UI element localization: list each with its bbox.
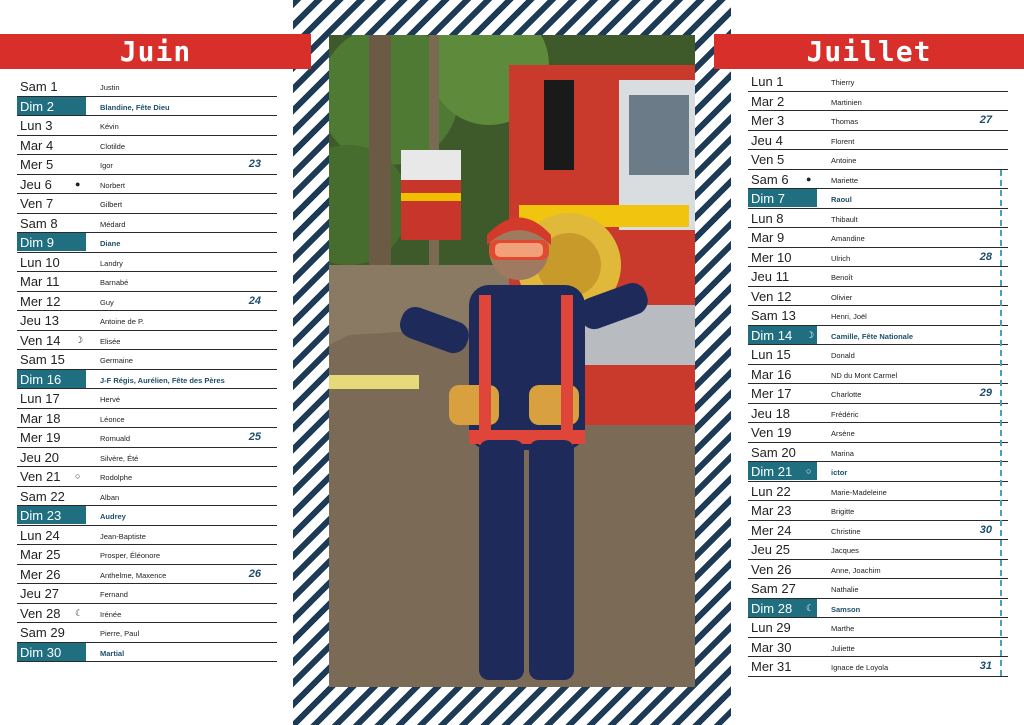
saint-name: Christine <box>831 526 861 536</box>
day-label: Mer 26 <box>20 566 61 582</box>
saint-name: Florent <box>831 136 855 146</box>
saint-name: Alban <box>100 492 120 502</box>
day-row <box>17 214 277 234</box>
week-number: 30 <box>979 523 992 536</box>
day-row <box>17 389 277 409</box>
day-label: Dim 28 <box>751 600 793 616</box>
day-row <box>748 92 1008 112</box>
saint-name: Pierre, Paul <box>100 629 140 638</box>
day-label: Ven 14 <box>20 332 61 348</box>
day-row <box>748 443 1008 463</box>
day-row <box>748 326 1008 346</box>
day-label: Dim 16 <box>20 371 62 387</box>
day-label: Lun 8 <box>751 210 784 226</box>
day-row <box>748 560 1008 580</box>
saint-name: Charlotte <box>831 390 862 399</box>
day-row <box>748 72 1008 92</box>
week-number: 23 <box>248 158 261 170</box>
day-label: Sam 20 <box>751 444 796 460</box>
day-label: Lun 10 <box>20 254 60 270</box>
moon-phase-icon: ○ <box>806 466 812 476</box>
day-label: Mar 30 <box>751 639 792 655</box>
saint-name: Olivier <box>831 292 853 302</box>
day-row <box>748 638 1008 658</box>
day-row <box>748 170 1008 190</box>
day-label: Ven 26 <box>751 561 792 577</box>
day-row <box>17 409 277 429</box>
day-label: Jeu 4 <box>751 132 783 148</box>
day-label: Ven 5 <box>751 152 785 167</box>
day-label: Mar 23 <box>751 503 792 518</box>
day-label: Lun 24 <box>20 527 60 543</box>
saint-name: Diane <box>100 239 121 248</box>
day-label: Mer 12 <box>20 293 61 309</box>
moon-phase-icon: ● <box>75 178 81 189</box>
day-label: Sam 27 <box>751 581 796 596</box>
day-label: Mer 31 <box>751 659 792 674</box>
day-label: Jeu 13 <box>20 313 60 328</box>
week-number: 25 <box>248 431 261 443</box>
day-label: Jeu 27 <box>20 586 60 601</box>
day-row <box>17 487 277 507</box>
day-label: Ven 19 <box>751 425 792 440</box>
day-row <box>17 77 277 97</box>
day-label: Mar 11 <box>20 274 60 289</box>
saint-name: Justin <box>100 83 120 92</box>
saint-name: J-F Régis, Aurélien, Fête des Pères <box>100 375 225 385</box>
saint-name: Thierry <box>831 78 855 87</box>
saint-name: Brigitte <box>831 507 855 516</box>
saint-name: Juliette <box>831 643 855 653</box>
saint-name: Marie-Madeleine <box>831 487 887 497</box>
month-header-juillet <box>714 34 1024 69</box>
saint-name: Marthe <box>831 624 855 633</box>
day-row <box>748 404 1008 424</box>
day-row <box>17 331 277 351</box>
day-row <box>748 599 1008 619</box>
day-row <box>17 97 277 117</box>
saint-name: Kévin <box>100 122 119 131</box>
day-row <box>748 423 1008 443</box>
saint-name: Thibault <box>831 214 858 224</box>
day-label: Jeu 18 <box>751 405 791 421</box>
day-label: Dim 2 <box>20 98 54 114</box>
saint-name: Camille, Fête Nationale <box>831 331 914 341</box>
saint-name: Germaine <box>100 356 133 365</box>
day-label: Mar 25 <box>20 547 61 562</box>
week-number: 31 <box>979 660 992 672</box>
day-row <box>17 584 277 604</box>
saint-name: Rodolphe <box>100 473 133 482</box>
saint-name: Guy <box>100 297 114 307</box>
day-row <box>17 526 277 546</box>
day-row <box>17 116 277 136</box>
day-row <box>17 311 277 331</box>
day-label: Dim 9 <box>20 235 54 250</box>
day-row <box>748 579 1008 599</box>
day-row <box>17 194 277 214</box>
week-number: 24 <box>248 294 261 307</box>
day-label: Dim 21 <box>751 464 793 479</box>
day-label: Lun 17 <box>20 391 60 406</box>
saint-name: Norbert <box>100 180 126 190</box>
saint-name: Donald <box>831 351 855 360</box>
day-row <box>17 623 277 643</box>
saint-name: Irénée <box>100 609 122 619</box>
day-row <box>748 248 1008 268</box>
day-label: Jeu 11 <box>751 269 790 284</box>
saint-name: Ignace de Loyola <box>831 663 889 672</box>
day-label: Lun 22 <box>751 483 791 499</box>
day-row <box>748 345 1008 365</box>
saint-name: Elisée <box>100 336 121 346</box>
day-row <box>17 370 277 390</box>
day-row <box>17 292 277 312</box>
day-label: Dim 23 <box>20 508 62 523</box>
day-row <box>748 209 1008 229</box>
month-title: Juillet <box>806 35 932 68</box>
saint-name: ND du Mont Carmel <box>831 370 898 380</box>
week-number: 28 <box>979 250 992 263</box>
day-label: Ven 28 <box>20 605 61 621</box>
moon-phase-icon: ☽ <box>75 334 84 345</box>
saint-name: Henri, Joël <box>831 312 867 321</box>
day-label: Ven 12 <box>751 288 792 304</box>
day-row <box>748 306 1008 326</box>
day-label: Sam 15 <box>20 352 65 367</box>
day-row <box>748 540 1008 560</box>
day-label: Jeu 20 <box>20 449 60 465</box>
saint-name: Médard <box>100 219 126 229</box>
day-label: Ven 21 <box>20 469 61 484</box>
day-label: Dim 30 <box>20 644 62 660</box>
day-row <box>17 565 277 585</box>
saint-name: Jacques <box>831 546 859 555</box>
saint-name: Landry <box>100 258 123 268</box>
day-label: Dim 7 <box>751 191 785 206</box>
day-row <box>17 604 277 624</box>
saint-name: Benoît <box>831 273 853 282</box>
day-row <box>17 643 277 663</box>
day-row <box>748 501 1008 521</box>
day-row <box>748 189 1008 209</box>
day-row <box>17 136 277 156</box>
day-list-juin <box>17 77 277 662</box>
moon-phase-icon: ☾ <box>75 607 84 618</box>
day-row <box>748 384 1008 404</box>
day-row <box>748 618 1008 638</box>
saint-name: Frédéric <box>831 409 859 419</box>
saint-name: Nathalie <box>831 585 859 594</box>
day-label: Lun 1 <box>751 74 784 89</box>
day-row <box>17 506 277 526</box>
day-row <box>748 365 1008 385</box>
day-label: Mer 5 <box>20 157 54 172</box>
saint-name: Thomas <box>831 117 859 126</box>
day-label: Mer 24 <box>751 522 792 538</box>
day-label: Jeu 25 <box>751 542 791 557</box>
saint-name: Jean-Baptiste <box>100 531 146 541</box>
moon-phase-icon: ● <box>806 173 812 184</box>
dashed-divider-line <box>1000 170 1002 676</box>
saint-name: Martinien <box>831 97 862 107</box>
day-row <box>17 350 277 370</box>
day-label: Mer 10 <box>751 249 792 265</box>
day-row <box>748 657 1008 677</box>
day-label: Lun 29 <box>751 620 791 635</box>
saint-name: Silvère, Été <box>100 453 139 463</box>
saint-name: Romuald <box>100 434 131 443</box>
day-row <box>17 448 277 468</box>
day-label: Jeu 6 <box>20 176 52 192</box>
saint-name: Barnabé <box>100 278 129 287</box>
saint-name: Arsène <box>831 429 855 438</box>
day-label: Mer 17 <box>751 386 792 401</box>
saint-name: Gilbert <box>100 200 123 209</box>
day-list-juillet <box>748 72 1008 677</box>
day-row <box>748 482 1008 502</box>
day-label: Lun 15 <box>751 347 791 362</box>
saint-name: Marina <box>831 448 854 458</box>
day-label: Mar 2 <box>751 93 785 109</box>
week-number: 29 <box>979 387 992 399</box>
saint-name: Fernand <box>100 590 128 599</box>
month-header-juin <box>0 34 311 69</box>
day-row <box>17 175 277 195</box>
day-row <box>748 287 1008 307</box>
saint-name: Antoine de P. <box>100 317 145 326</box>
day-label: Sam 22 <box>20 488 65 504</box>
moon-phase-icon: ☾ <box>806 602 815 613</box>
moon-phase-icon: ○ <box>75 471 81 481</box>
day-row <box>748 267 1008 287</box>
day-row <box>17 253 277 273</box>
day-label: Ven 7 <box>20 196 54 211</box>
saint-name: Mariette <box>831 175 859 185</box>
saint-name: Igor <box>100 161 113 170</box>
saint-name: Hervé <box>100 395 121 404</box>
day-row <box>748 462 1008 482</box>
day-row <box>748 111 1008 131</box>
month-title: Juin <box>119 35 192 68</box>
moon-phase-icon: ☽ <box>806 329 815 340</box>
saint-name: Blandine, Fête Dieu <box>100 102 170 112</box>
day-label: Sam 6 <box>751 171 789 187</box>
day-label: Sam 29 <box>20 625 65 640</box>
day-row <box>17 155 277 175</box>
day-label: Dim 14 <box>751 327 793 343</box>
day-label: Sam 13 <box>751 308 796 323</box>
day-label: Sam 8 <box>20 215 58 231</box>
week-number: 26 <box>248 567 261 580</box>
saint-name: Clotilde <box>100 141 126 151</box>
saint-name: Amandine <box>831 234 865 243</box>
saint-name: Samson <box>831 604 861 614</box>
day-row <box>17 428 277 448</box>
day-row <box>17 233 277 253</box>
day-row <box>17 467 277 487</box>
day-label: Mar 18 <box>20 410 61 426</box>
saint-name: Prosper, Éléonore <box>100 551 161 560</box>
saint-name: Anthelme, Maxence <box>100 570 167 580</box>
day-label: Sam 1 <box>20 79 58 94</box>
day-row <box>748 150 1008 170</box>
saint-name: Audrey <box>100 512 126 521</box>
saint-name: Antoine <box>831 156 857 165</box>
day-label: Mar 9 <box>751 230 785 245</box>
saint-name: Martial <box>100 648 125 658</box>
firefighter-photo <box>329 35 695 687</box>
day-label: Mar 4 <box>20 137 54 153</box>
day-label: Mar 16 <box>751 366 792 382</box>
day-label: Mer 3 <box>751 113 785 128</box>
saint-name: Anne, Joachim <box>831 565 881 575</box>
day-label: Lun 3 <box>20 118 53 133</box>
day-row <box>748 228 1008 248</box>
saint-name: Ulrich <box>831 253 851 263</box>
saint-name: Raoul <box>831 195 852 204</box>
day-row <box>17 545 277 565</box>
saint-name: Léonce <box>100 414 125 424</box>
day-label: Mer 19 <box>20 430 61 445</box>
day-row <box>748 521 1008 541</box>
week-number: 27 <box>979 114 992 126</box>
day-row <box>17 272 277 292</box>
saint-name: ictor <box>831 468 848 477</box>
day-row <box>748 131 1008 151</box>
